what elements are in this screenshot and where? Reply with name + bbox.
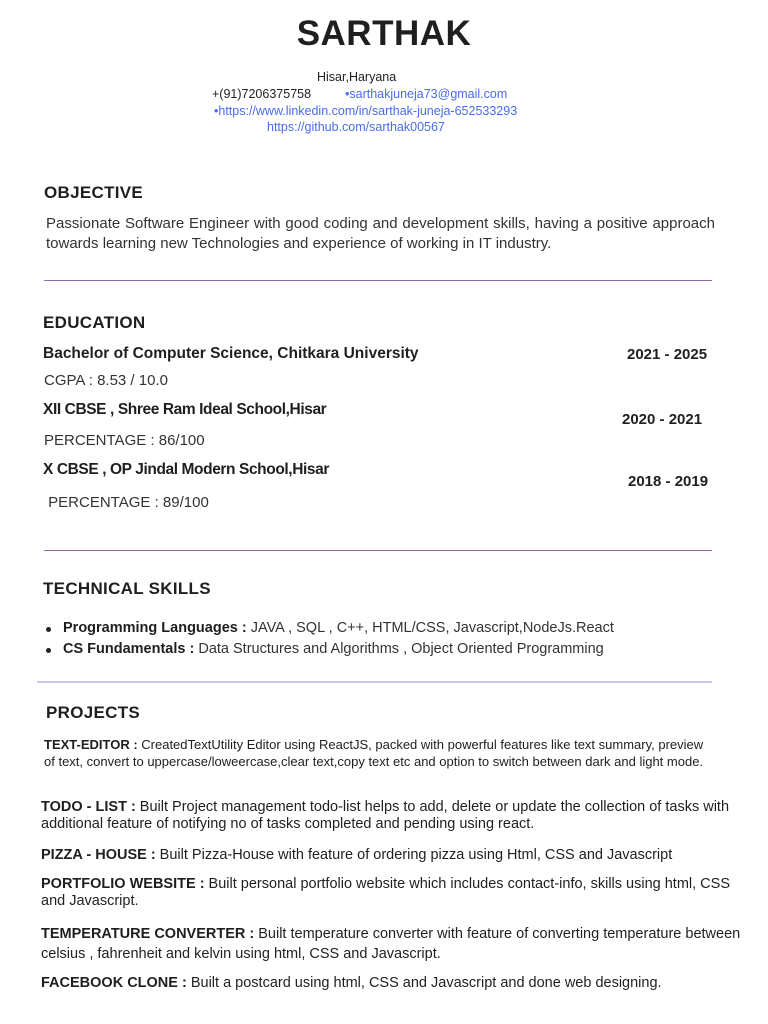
education-score: PERCENTAGE : 86/100: [44, 432, 205, 449]
project-title: FACEBOOK CLONE :: [41, 975, 187, 991]
project-desc: Built personal portfolio website which includes contact-info, skills using html, CSS and Javascript.: [41, 876, 730, 909]
bullet-icon: [46, 627, 51, 632]
section-divider: [44, 280, 712, 281]
project-item: [41, 847, 763, 864]
email-link[interactable]: •sarthakjuneja73@gmail.com: [345, 87, 508, 101]
github-link[interactable]: https://github.com/sarthak00567: [267, 120, 445, 134]
project-item: [41, 975, 763, 992]
project-title: PORTFOLIO WEBSITE :: [41, 876, 205, 892]
linkedin-link[interactable]: •https://www.linkedin.com/in/sarthak-juneja-652533293: [214, 104, 518, 118]
project-item: [41, 799, 763, 833]
project-title: PIZZA - HOUSE :: [41, 847, 156, 863]
education-score: CGPA : 8.53 / 10.0: [44, 372, 168, 389]
objective-text: Passionate Software Engineer with good coding and development skills, having a positive approach towards learning new Technologies and experience of working in IT industry.: [46, 215, 715, 252]
candidate-name: SARTHAK: [296, 14, 472, 53]
section-divider: [37, 681, 712, 683]
education-degree: XII CBSE , Shree Ram Ideal School,Hisar: [43, 401, 327, 418]
bullet-icon: [46, 648, 51, 653]
phone-text: +(91)7206375758: [212, 87, 312, 101]
project-title: TEMPERATURE CONVERTER :: [41, 926, 255, 942]
skill-item: [63, 620, 614, 636]
education-heading: EDUCATION: [43, 313, 146, 332]
education-score: PERCENTAGE : 89/100: [44, 494, 209, 511]
skill-value: JAVA , SQL , C++, HTML/CSS, Javascript,NodeJs.React: [246, 620, 614, 636]
skill-item: [63, 641, 604, 657]
project-desc: Built temperature converter with feature of converting temperature between celsius , fahrenheit and kelvin using html, CSS and Javascript.: [41, 926, 741, 962]
skill-value: Data Structures and Algorithms , Object Oriented Programming: [194, 641, 604, 657]
project-item: [41, 876, 731, 910]
project-title: TEXT-EDITOR :: [44, 737, 138, 752]
education-degree: X CBSE , OP Jindal Modern School,Hisar: [43, 461, 329, 478]
project-desc: Built a postcard using html, CSS and Javascript and done web designing.: [186, 975, 662, 991]
education-years: 2018 - 2019: [628, 473, 709, 490]
section-divider: [44, 550, 712, 551]
project-item: [41, 924, 763, 964]
project-desc: Built Pizza-House with feature of ordering pizza using Html, CSS and Javascript: [155, 847, 673, 863]
skill-label: CS Fundamentals :: [63, 641, 195, 657]
objective-heading: OBJECTIVE: [44, 183, 144, 202]
location-text: Hisar,Haryana: [317, 70, 397, 84]
skills-heading: TECHNICAL SKILLS: [43, 579, 211, 598]
skill-label: Programming Languages :: [63, 620, 247, 636]
project-desc: Built Project management todo-list helps to add, delete or update the collection of tasks with additional feature of notifying no of tasks completed and pending using react.: [41, 799, 730, 832]
project-desc: CreatedTextUtility Editor using ReactJS, packed with powerful features like text summary, preview of text, convert to uppercase/loweercase,clear text,copy text etc and option to switch between dark and light mode.: [44, 737, 704, 769]
education-years: 2020 - 2021: [622, 411, 703, 428]
education-years: 2021 - 2025: [627, 346, 708, 363]
education-degree: Bachelor of Computer Science, Chitkara University: [43, 345, 419, 362]
project-title: TODO - LIST :: [41, 799, 136, 815]
projects-heading: PROJECTS: [46, 703, 141, 722]
project-item: [44, 737, 714, 770]
